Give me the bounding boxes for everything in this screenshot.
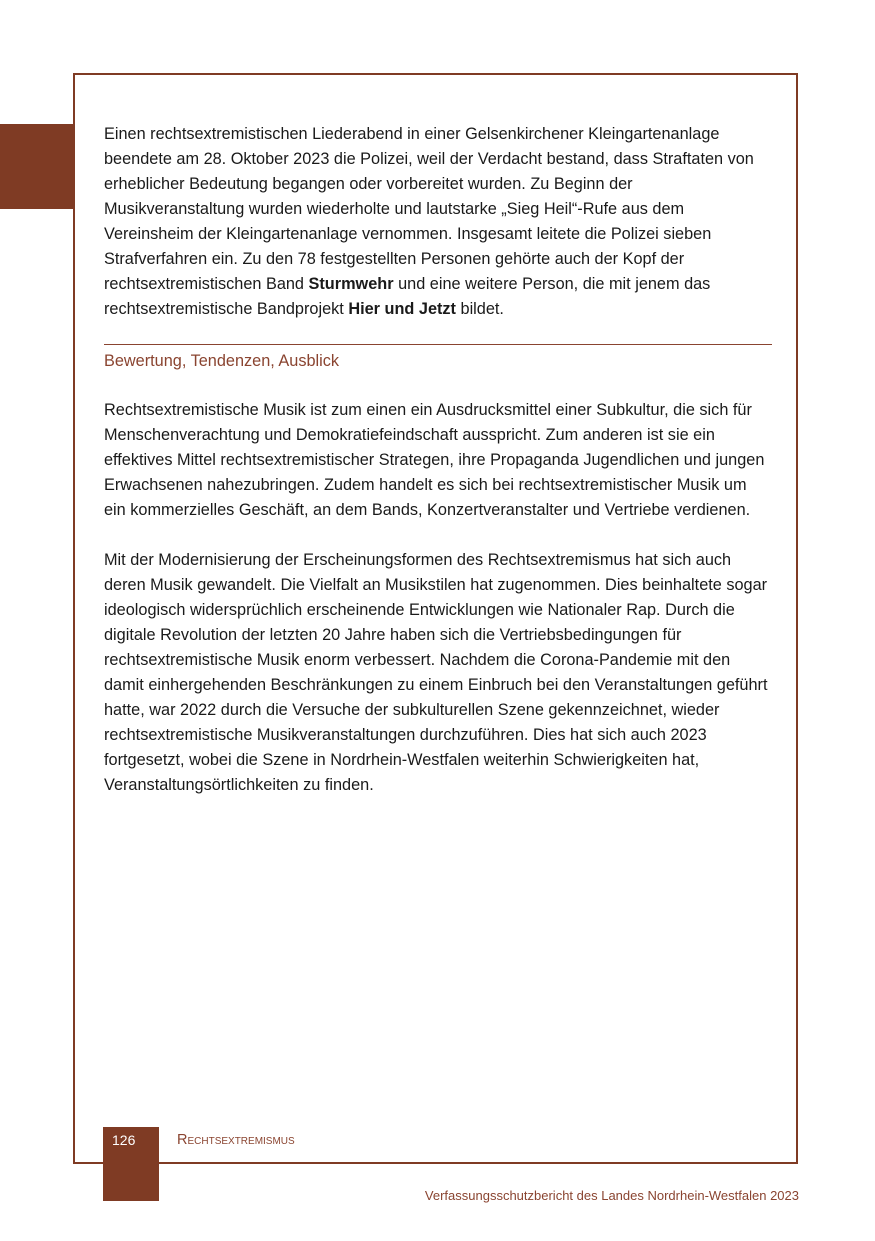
paragraph-text: und eine weitere Person, die mit jenem das rechtsextremistische Bandprojekt bbox=[104, 275, 711, 318]
paragraph-concert-raid bbox=[104, 122, 772, 322]
publication-title: Verfassungsschutzbericht des Landes Nordrhein-Westfalen 2023 bbox=[424, 1188, 799, 1203]
band-name: Sturmwehr bbox=[308, 275, 394, 293]
paragraph-text: bildet. bbox=[455, 300, 504, 318]
paragraph-assessment: Rechtsextremistische Musik ist zum einen ein Ausdrucksmittel einer Subkultur, die sich für Menschenverachtung und Demokratiefeindschaft ausspricht. Zum anderen ist sie ein effektives Mittel rechtsextremistischer Strategen, ihre Propaganda Jugendlichen und jungen Erwachsenen nahezubringen. Zudem handelt es sich bei rechtsextremistischer Musik um ein kommerzielles Geschäft, an dem Bands, Konzertveranstalter und Vertriebe verdienen. bbox=[104, 401, 765, 519]
page-number: 126 bbox=[112, 1132, 136, 1148]
paragraph-text: Einen rechtsextremistischen Liederabend in einer Gelsenkirchener Kleingartenanlage beendete am 28. Oktober 2023 die Polizei, weil der Verdacht bestand, dass Straftaten von erheblicher Bedeutung begangen oder vorbereitet wurden. Zu Beginn der Musikveranstaltung wurden wiederholte und lautstarke „Sieg Heil“-Rufe aus dem Vereinsheim der Kleingartenanlage vernommen. Insgesamt leitete die Polizei sieben Strafverfahren ein. Zu den 78 festgestellten Personen gehörte auch der Kopf der rechtsextremistischen Band bbox=[104, 125, 754, 293]
main-content bbox=[104, 122, 772, 798]
paragraph-outlook: Mit der Modernisierung der Erscheinungsformen des Rechtsextremismus hat sich auch deren Musik gewandelt. Die Vielfalt an Musikstilen hat zugenommen. Dies beinhaltete sogar ideologisch widersprüchlich erscheinende Entwicklungen wie Nationaler Rap. Durch die digitale Revolution der letzten 20 Jahre haben sich die Vertriebsbedingungen für rechtsextremistische Musik enorm verbessert. Nachdem die Corona-Pandemie mit den damit einhergehenden Beschränkungen zu einem Einbruch bei den Veranstaltungen geführt hatte, war 2022 durch die Versuche der subkulturellen Szene gekennzeichnet, wieder rechtsextremistische Musikveranstaltungen durchzuführen. Dies hat sich auch 2023 fortgesetzt, wobei die Szene in Nordrhein-Westfalen weiterhin Schwierigkeiten hat, Veranstaltungsörtlichkeiten zu finden. bbox=[104, 551, 768, 794]
running-section-title: Rechtsextremismus bbox=[177, 1132, 295, 1148]
section-divider bbox=[104, 344, 772, 345]
section-heading: Bewertung, Tendenzen, Ausblick bbox=[104, 352, 340, 370]
chapter-side-tab bbox=[0, 124, 73, 209]
band-project-name: Hier und Jetzt bbox=[348, 300, 456, 318]
